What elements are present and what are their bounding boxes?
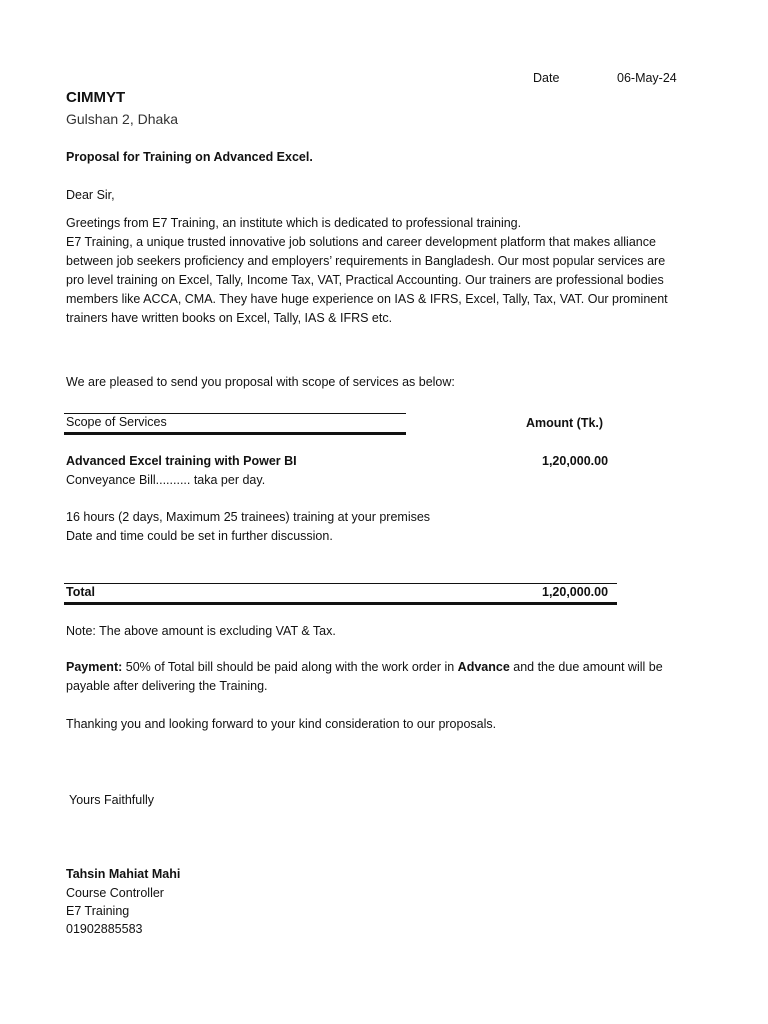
signature-company: E7 Training (66, 904, 130, 918)
service-amount: 1,20,000.00 (542, 454, 609, 468)
total-top-rule (64, 583, 617, 584)
intro-line: pro level training on Excel, Tally, Income Tax, VAT, Practical Accounting. Our trainers are professional bodies (66, 273, 664, 287)
conveyance-line: Conveyance Bill.......... taka per day. (66, 473, 266, 487)
signature-phone: 01902885583 (66, 922, 143, 936)
total-label: Total (66, 585, 95, 599)
payment-line (66, 660, 663, 674)
closing: Yours Faithfully (69, 793, 154, 807)
table-header-rule (64, 432, 406, 435)
payment-text: and the due amount will be (509, 660, 663, 674)
payment-label: Payment: (66, 660, 123, 674)
intro-line: between job seekers proficiency and employers’ requirements in Bangladesh. Our most popular services are (66, 254, 666, 268)
subject-line: Proposal for Training on Advanced Excel. (66, 150, 313, 164)
payment-line-2: payable after delivering the Training. (66, 679, 268, 693)
intro-line: trainers have written books on Excel, Tally, IAS & IFRS etc. (66, 311, 393, 325)
thanks-line: Thanking you and looking forward to your kind consideration to our proposals. (66, 717, 497, 731)
intro-line: E7 Training, a unique trusted innovative job solutions and career development platform that makes alliance (66, 235, 656, 249)
note-line: Note: The above amount is excluding VAT & Tax. (66, 624, 336, 638)
intro-line: Greetings from E7 Training, an institute which is dedicated to professional training. (66, 216, 522, 230)
advance-word: Advance (457, 660, 510, 674)
details-line: 16 hours (2 days, Maximum 25 trainees) training at your premises (66, 510, 431, 524)
table-top-rule (64, 413, 406, 414)
total-bottom-rule (64, 602, 617, 605)
date-value: 06-May-24 (617, 71, 677, 85)
salutation: Dear Sir, (66, 188, 115, 202)
payment-text: 50% of Total bill should be paid along with the work order in (122, 660, 458, 674)
date-label: Date (533, 71, 560, 85)
service-title: Advanced Excel training with Power BI (66, 454, 297, 468)
signature-title: Course Controller (66, 886, 164, 900)
amount-header: Amount (Tk.) (526, 416, 604, 430)
signature-name: Tahsin Mahiat Mahi (66, 867, 181, 881)
scope-intro: We are pleased to send you proposal with scope of services as below: (66, 375, 455, 389)
intro-line: members like ACCA, CMA. They have huge experience on IAS & IFRS, Excel, Tally, Tax, VAT. Our prominent (66, 292, 668, 306)
total-amount: 1,20,000.00 (542, 585, 609, 599)
recipient-location: Gulshan 2, Dhaka (66, 111, 179, 127)
scope-header: Scope of Services (66, 415, 167, 429)
details-line: Date and time could be set in further discussion. (66, 529, 333, 543)
intro-paragraph (66, 214, 686, 328)
recipient-name: CIMMYT (66, 89, 126, 106)
